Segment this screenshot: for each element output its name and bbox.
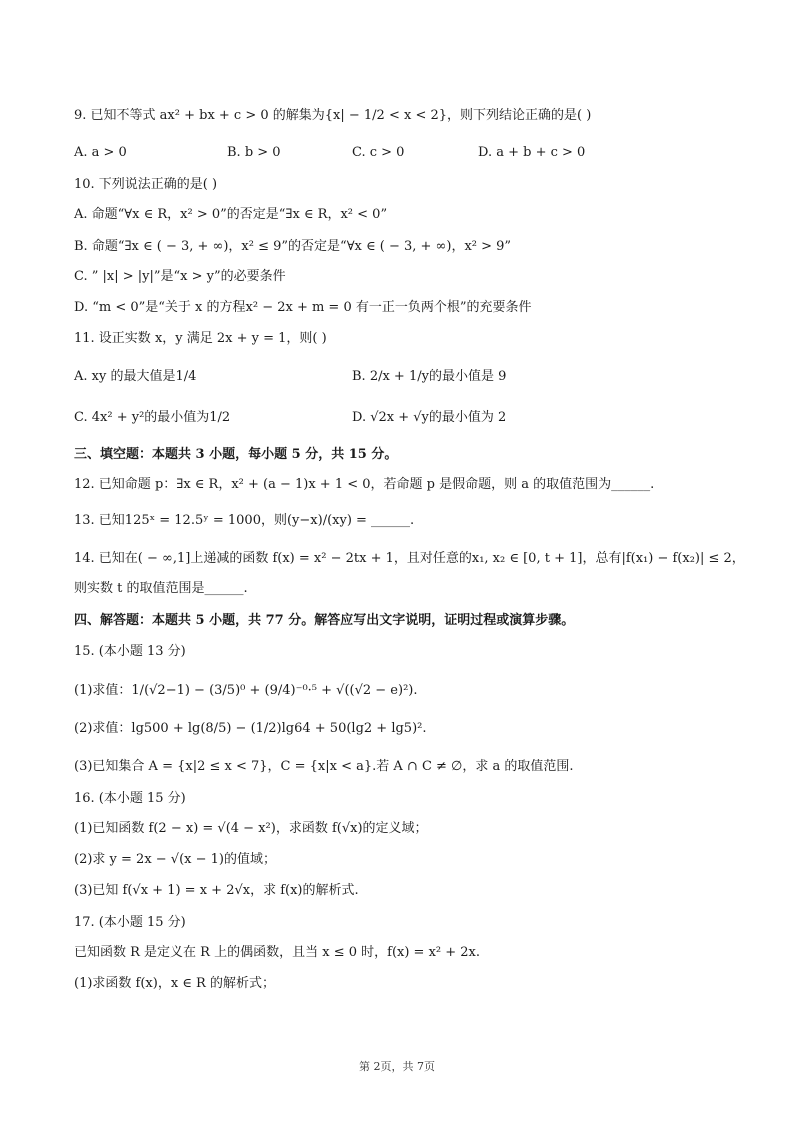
q9-choice-a: A. a > 0 — [74, 145, 127, 160]
q16-part-2: (2)求 y = 2x − √(x − 1)的值域； — [74, 852, 276, 867]
q9-choice-b: B. b > 0 — [227, 145, 281, 160]
q15-part-1: (1)求值：1/(√2−1) − (3/5)⁰ + (9/4)⁻⁰·⁵ + √((√2 − e)²). — [74, 683, 418, 698]
q15-part-2: (2)求值：lg500 + lg(8/5) − (1/2)lg64 + 50(lg2 + lg5)². — [74, 721, 427, 736]
q17-part-1: (1)求函数 f(x)，x ∈ R 的解析式； — [74, 976, 275, 991]
q13-text: 13. 已知125ˣ = 12.5ʸ = 1000，则(y−x)/(xy) = ______. — [74, 513, 415, 528]
q12-text: 12. 已知命题 p：∃x ∈ R，x² + (a − 1)x + 1 < 0，若命题 p 是假命题，则 a 的取值范围为______. — [74, 477, 655, 492]
section-3-heading: 三、填空题：本题共 3 小题，每小题 5 分，共 15 分。 — [74, 447, 398, 462]
q15-header: 15. (本小题 13 分) — [74, 644, 186, 659]
q17-header: 17. (本小题 15 分) — [74, 915, 186, 930]
q16-part-3: (3)已知 f(√x + 1) = x + 2√x，求 f(x)的解析式. — [74, 883, 359, 898]
page-number: 第 2页，共 7页 — [359, 1060, 435, 1073]
q14-line-1: 14. 已知在( − ∞,1]上递减的函数 f(x) = x² − 2tx + 1，且对任意的x₁, x₂ ∈ [0, t + 1]，总有|f(x₁) − f(x₂)| ≤ 2， — [74, 551, 745, 566]
q15-part-3: (3)已知集合 A = {x|2 ≤ x < 7}，C = {x|x < a}.若 A ∩ C ≠ ∅，求 a 的取值范围. — [74, 759, 574, 774]
q10-choice-b: B. 命题“∃x ∈ ( − 3, + ∞)，x² ≤ 9”的否定是“∀x ∈ ( − 3, + ∞)，x² > 9” — [74, 239, 512, 254]
q11-stem: 11. 设正实数 x，y 满足 2x + y = 1，则( ) — [74, 331, 327, 346]
q11-choice-a: A. xy 的最大值是1/4 — [74, 369, 197, 384]
q11-choice-c: C. 4x² + y²的最小值为1/2 — [74, 410, 231, 425]
q9-choice-d: D. a + b + c > 0 — [478, 145, 586, 160]
q11-choice-b: B. 2/x + 1/y的最小值是 9 — [352, 369, 507, 384]
q9-stem: 9. 已知不等式 ax² + bx + c > 0 的解集为{x| − 1/2 < x < 2}，则下列结论正确的是( ) — [74, 108, 592, 123]
q10-choice-d: D. “m < 0”是“关于 x 的方程x² − 2x + m = 0 有一正一负两个根”的充要条件 — [74, 300, 532, 315]
q9-choice-c: C. c > 0 — [352, 145, 405, 160]
q17-stem: 已知函数 R 是定义在 R 上的偶函数，且当 x ≤ 0 时，f(x) = x² + 2x. — [74, 945, 481, 960]
q10-choice-a: A. 命题“∀x ∈ R，x² > 0”的否定是“∃x ∈ R，x² < 0” — [74, 207, 388, 222]
q16-header: 16. (本小题 15 分) — [74, 791, 186, 806]
q10-stem: 10. 下列说法正确的是( ) — [74, 177, 218, 192]
q14-line-2: 则实数 t 的取值范围是______. — [74, 581, 248, 596]
q10-choice-c: C. ” |x| > |y|”是“x > y”的必要条件 — [74, 269, 286, 284]
section-4-heading: 四、解答题：本题共 5 小题，共 77 分。解答应写出文字说明，证明过程或演算步骤。 — [74, 613, 575, 628]
q11-choice-d: D. √2x + √y的最小值为 2 — [352, 410, 507, 425]
q16-part-1: (1)已知函数 f(2 − x) = √(4 − x²)，求函数 f(√x)的定义域； — [74, 821, 428, 836]
